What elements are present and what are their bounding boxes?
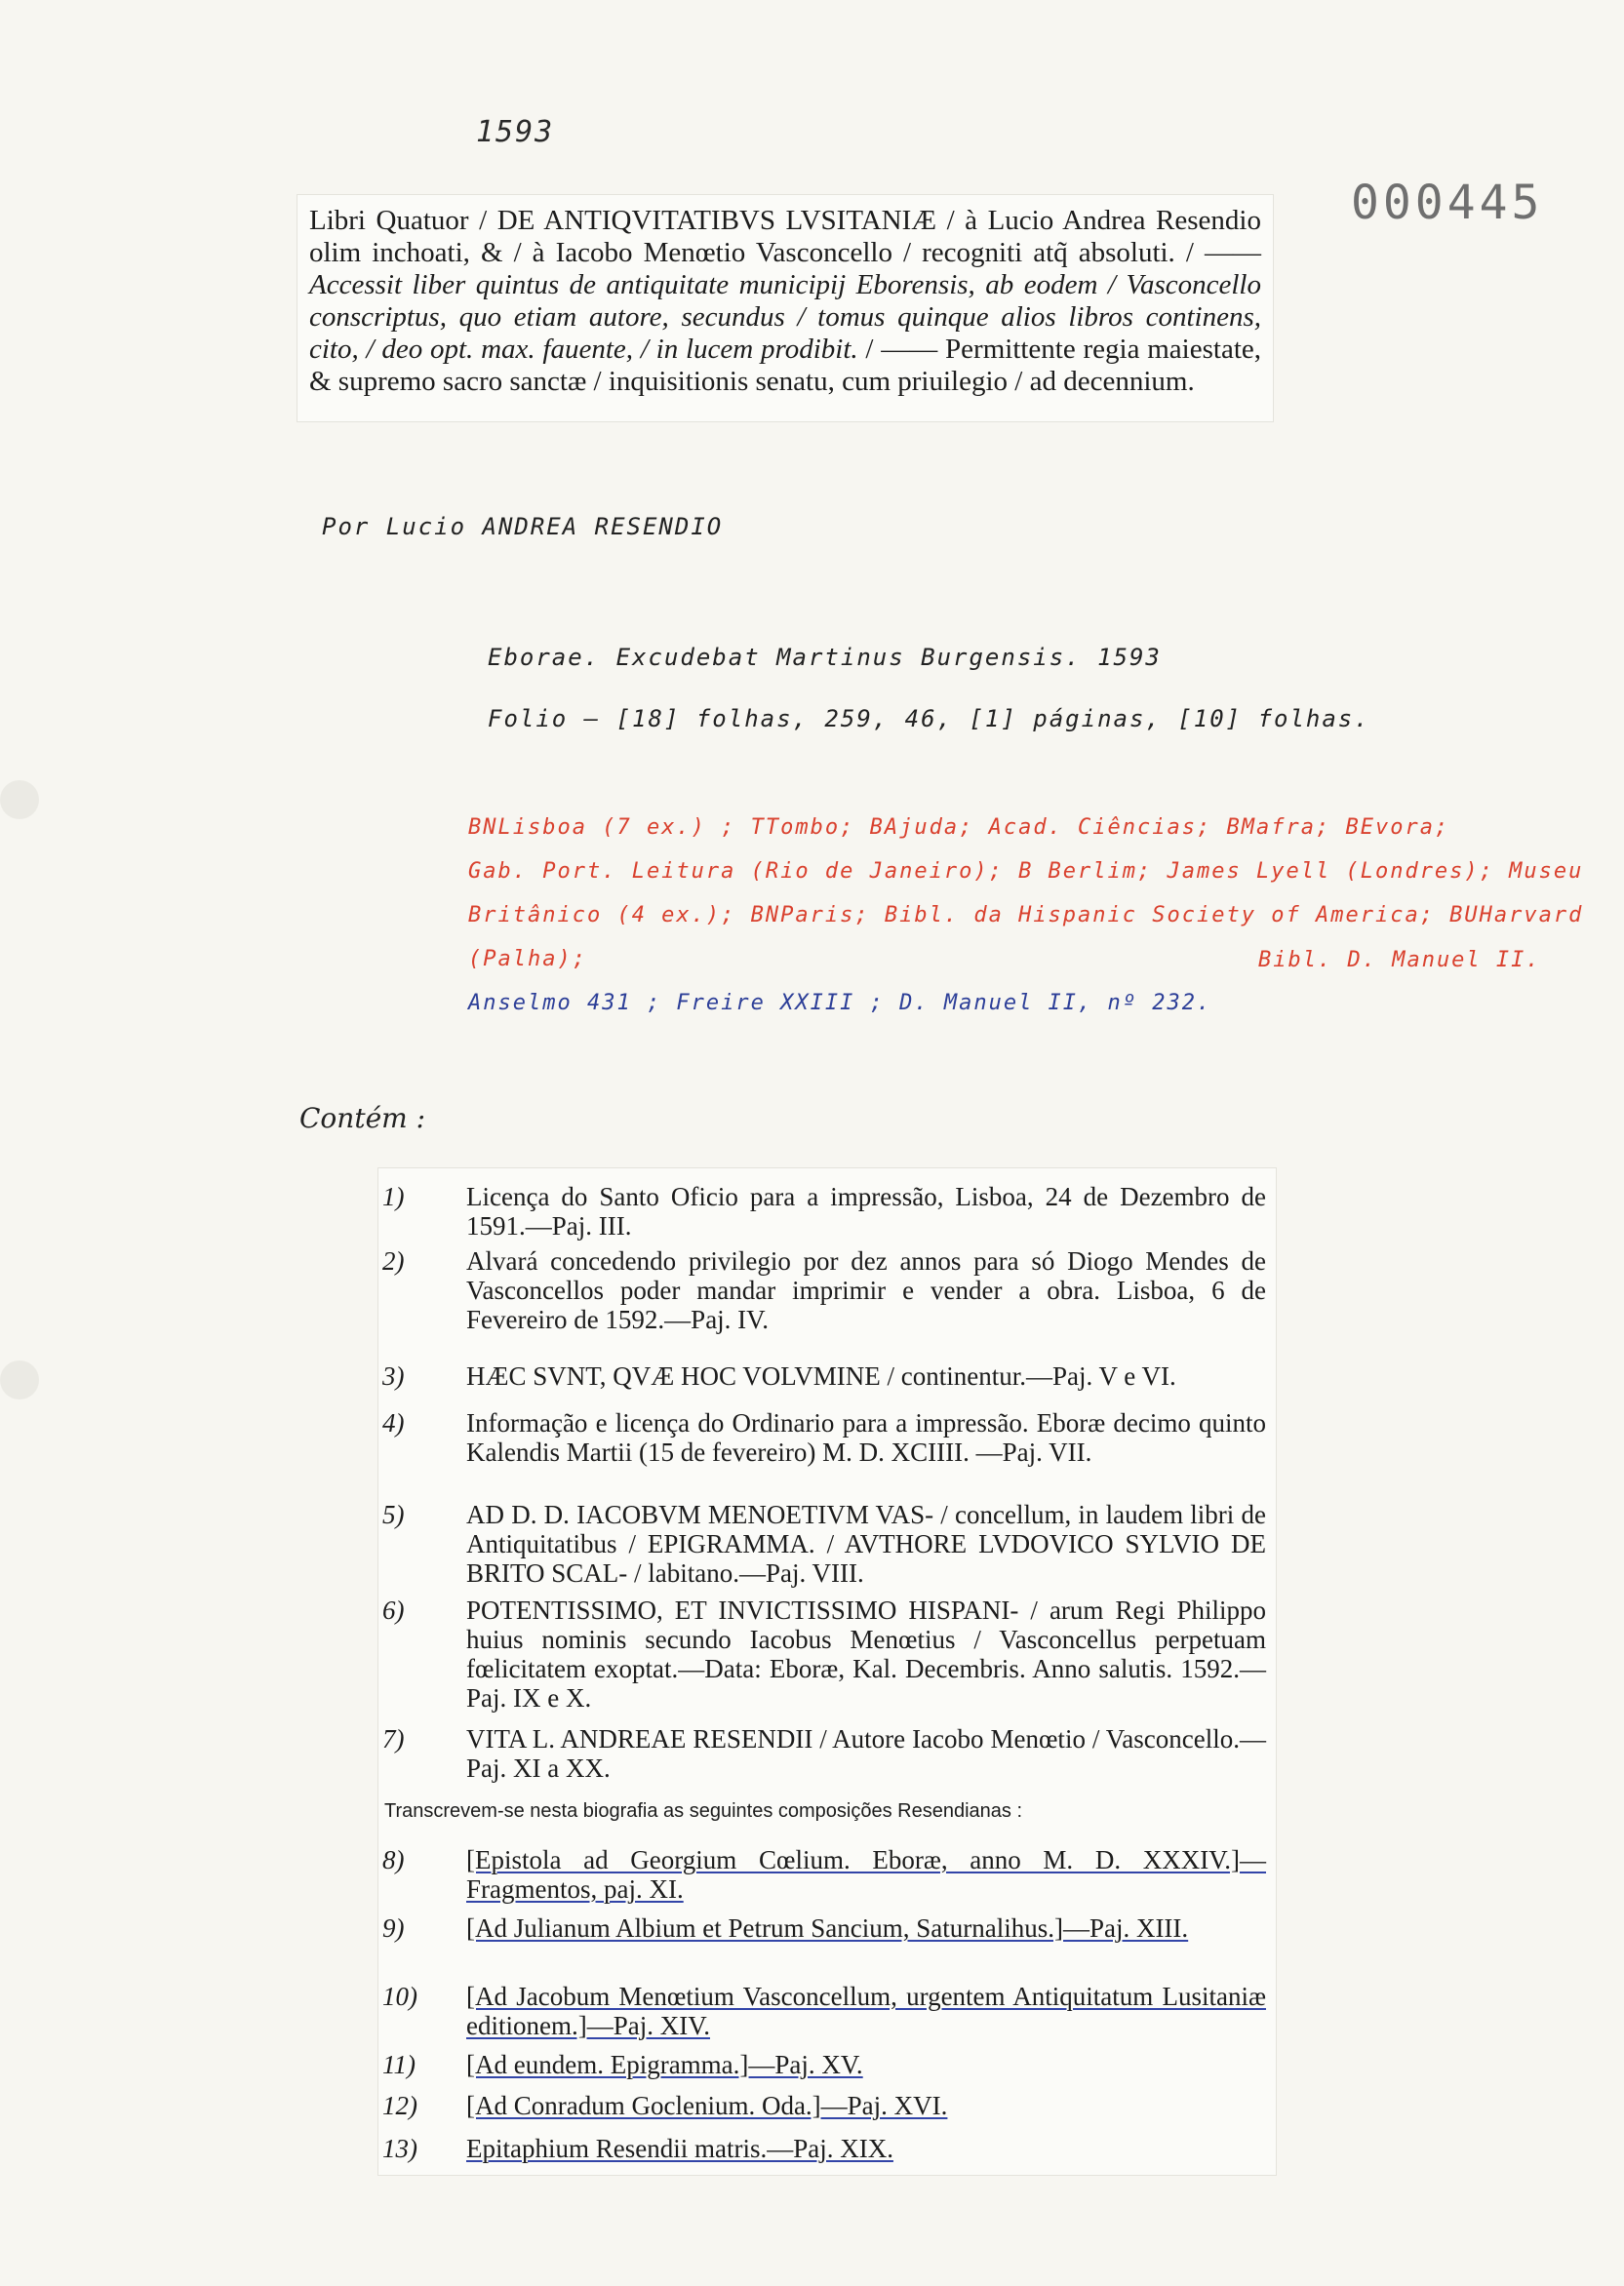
catalog-number: 000445 <box>1351 176 1544 230</box>
contents-heading: Contém : <box>299 1102 426 1134</box>
title-text: Libri Quatuor / DE ANTIQVITATIBVS LVSITANIÆ / à Lucio Andrea Resendio olim inchoati, & / à Iacobo Menœtio Vasconcello / recogniti atq̃ absoluti. / —— Accessit liber quintus de antiquitate municipij Eborensis, ab eodem / Vasconcello conscriptus, quo etiam autore, secundus / tomus quinque alios libros continens, cito, / deo opt. max. fauente, / in lucem prodibit. / —— Permittente regia maiestate, & supremo sacro sanctæ / inquisitionis senatu, cum priuilegio / ad decennium. <box>309 205 1262 397</box>
author-line: Por Lucio ANDREA RESENDIO <box>322 513 724 540</box>
title-slip <box>297 195 1273 421</box>
imprint-line: Eborae. Excudebat Martinus Burgensis. 1593 <box>488 644 1162 671</box>
holdings-line: Gab. Port. Leitura (Rio de Janeiro); B Berlim; James Lyell (Londres); Museu <box>468 859 1584 884</box>
holdings-line: BNLisboa (7 ex.) ; TTombo; BAjuda; Acad. Ciências; BMafra; BEvora; <box>468 815 1450 840</box>
collation-line: Folio – [18] folhas, 259, 46, [1] páginas, [10] folhas. <box>488 705 1370 732</box>
year-note: 1593 <box>476 115 555 149</box>
contents-slip: 1) Licença do Santo Oficio para a impressão, Lisboa, 24 de Dezembro de 1591.—Paj. III. 2) Alvará concedendo privilegio por dez annos para só Diogo Mendes de Vasconcellos poder mandar imprimir e vender a obra. Lisboa, 6 de Fevereiro de 1592.—Paj. IV. 3) HÆC SVNT, QVÆ HOC VOLVMINE / continentur.—Paj. V e VI. 4) Informação e licença do Ordinario para a impressão. Eboræ decimo quinto Kalendis Martii (15 de fevereiro) M. D. XCIIII. —Paj. VII. 5) AD D. D. IACOBVM MENOETIVM VAS- / concellum, in laudem libri de Antiquitatibus / EPIGRAMMA. / AVTHORE LVDOVICO SYLVIO DE BRITO SCAL- / labitano.—Paj. VIII. 6) POTENTISSIMO, ET INVICTISSIMO HISPANI- / arum Regi Philippo huius nominis secundo Iacobus Menœtius / Vasconcellus perpetuam fœlicitatem exoptat.—Data: Eboræ, Kal. Decembris. Anno salutis. 1592.—Paj. IX e X. 7) VITA L. ANDREAE RESENDII / Autore Iacobo Menœtio / Vasconcello.—Paj. XI a XX. Transcrevem-se nesta biografia as seguintes composições Resendianas : 8) [Epistola ad Georgium Cœlium. Eboræ, anno M. D. XXXIV.]—Fragmentos, paj. XI. 9) [Ad Julianum Albium et Petrum Sancium, Saturnalihus.]—Paj. XIII. 10) [Ad Jacobum Menœtium Vasconcellum, urgentem Antiquitatum Lusitaniæ editionem.]—Paj. XIV. 11) [Ad eundem. Epigramma.]—Paj. XV. 12) [Ad Conradum Goclenium. Oda.]—Paj. XVI. 13) Epitaphium Resendii matris.—Paj. XIX. <box>378 1168 1276 2175</box>
punch-hole-top <box>0 780 39 819</box>
holdings-note-manuel: Bibl. D. Manuel II. <box>1258 948 1541 972</box>
references-line: Anselmo 431 ; Freire XXIII ; D. Manuel II, nº 232. <box>468 991 1212 1015</box>
punch-hole-bottom <box>0 1360 39 1399</box>
holdings-notes <box>468 806 1600 1025</box>
holdings-line: Britânico (4 ex.); BNParis; Bibl. da Hispanic Society of America; BUHarvard (Palha); <box>468 903 1584 971</box>
transcription-note: Transcrevem-se nesta biografia as seguintes composições Resendianas : <box>384 1800 1023 1822</box>
